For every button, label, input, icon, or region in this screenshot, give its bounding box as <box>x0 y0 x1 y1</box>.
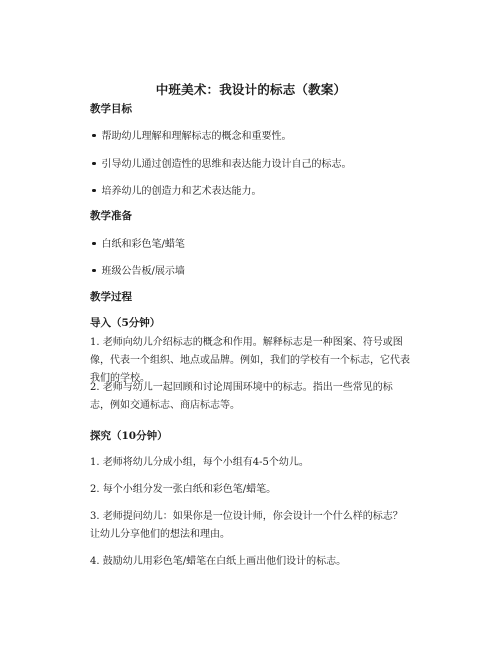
list-item <box>92 155 352 170</box>
paragraph-step: 2. 老师与幼儿一起回顾和讨论周围环境中的标志。指出一些常见的标志，例如交通标志、商店标志等。 <box>90 382 393 411</box>
list-item <box>92 182 262 197</box>
bullet-icon <box>92 189 96 193</box>
paragraph-step: 1. 老师将幼儿分成小组，每个小组有4-5个幼儿。 <box>90 457 309 468</box>
list-item <box>92 127 292 142</box>
paragraph-step: 4. 鼓励幼儿用彩色笔/蜡笔在白纸上画出他们设计的标志。 <box>90 556 347 567</box>
document-title: 中班美术：我设计的标志（教案） <box>155 82 347 97</box>
heading-intro: 导入（5分钟） <box>90 317 161 329</box>
list-item <box>92 235 185 250</box>
heading-preparation: 教学准备 <box>90 210 132 222</box>
heading-explore: 探究（10分钟） <box>90 430 168 442</box>
heading-process: 教学过程 <box>90 291 132 303</box>
paragraph-step: 3. 老师提问幼儿：如果你是一位设计师，你会设计一个什么样的标志？让幼儿分享他们的想法和理由。 <box>90 511 403 540</box>
paragraph-step: 2. 每个小组分发一张白纸和彩色笔/蜡笔。 <box>90 484 277 495</box>
list-item <box>92 262 185 277</box>
bullet-icon <box>92 134 96 138</box>
heading-objectives: 教学目标 <box>90 103 132 115</box>
bullet-icon <box>92 242 96 246</box>
bullet-icon <box>92 162 96 166</box>
list-item-text: 班级公告板/展示墙 <box>101 266 185 277</box>
bullet-icon <box>92 269 96 273</box>
list-item-text: 帮助幼儿理解和理解标志的概念和重要性。 <box>101 131 292 142</box>
paragraph-step: 1. 老师向幼儿介绍标志的概念和作用。解释标志是一种图案、符号或图像，代表一个组织、地点或品牌。例如，我们的学校有一个标志，它代表我们的学校。 <box>90 337 410 384</box>
list-item-text: 培养幼儿的创造力和艺术表达能力。 <box>101 186 262 197</box>
list-item-text: 引导幼儿通过创造性的思维和表达能力设计自己的标志。 <box>101 159 352 170</box>
list-item-text: 白纸和彩色笔/蜡笔 <box>101 239 185 250</box>
